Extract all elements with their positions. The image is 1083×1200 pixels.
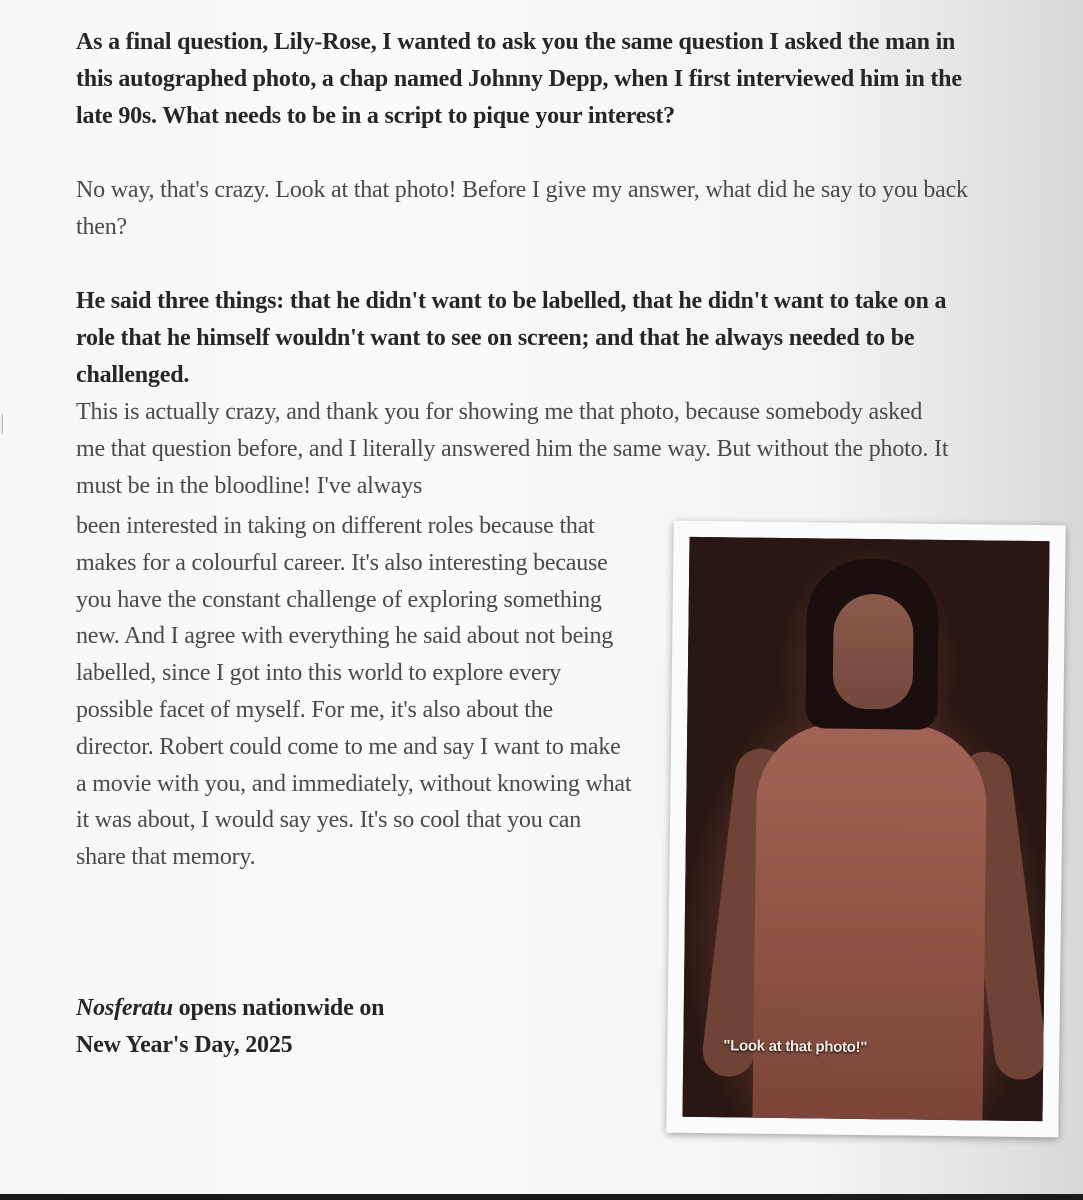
photo-subject-face [832, 594, 913, 710]
autographed-photo-print [666, 521, 1065, 1138]
photo-caption: "Look at that photo!" [723, 1037, 868, 1057]
interview-question-1: As a final question, Lily-Rose, I wanted to ask you the same question I asked the man in this autographed photo, a chap named Johnny Depp, when I first interviewed him in the late 90s. What needs to be in a script to pique your interest? [76, 29, 962, 129]
interview-question-2: He said three things: that he didn't want to be labelled, that he didn't want to take on a role that he himself wouldn't want to see on screen; and that he always needed to be challenged. [76, 288, 947, 388]
film-title: Nosferatu [76, 995, 173, 1021]
credit-line-2: New Year's Day, 2025 [76, 1031, 293, 1058]
interview-answer-2-continued: been interested in taking on different roles because that makes for a colourful career. It's also interesting because you have the constant challenge of exploring something new. And I agree with everything he said about not being labelled, since I got into this world to explore every possible facet of myself. For me, it's also about the director. Robert could come to me and say I want to make a movie with you, and immediately, without knowing what it was about, I would say yes. It's so cool that you can share that memory. [76, 513, 632, 871]
margin-mark-bracket: | [0, 410, 5, 435]
release-credit [76, 990, 496, 1064]
photo-subject-torso [752, 723, 987, 1122]
interview-answer-2: This is actually crazy, and thank you for showing me that photo, because somebody asked me that question before, and I literally answered him the same way. But without the photo. It must be in the bloodline! I've always [76, 399, 949, 499]
bottom-divider [0, 1194, 1083, 1200]
interview-answer-1: No way, that's crazy. Look at that photo! Before I give my answer, what did he say to you back then? [76, 177, 968, 240]
portrait-photo [682, 537, 1049, 1121]
credit-line-1: opens nationwide on [172, 995, 385, 1021]
